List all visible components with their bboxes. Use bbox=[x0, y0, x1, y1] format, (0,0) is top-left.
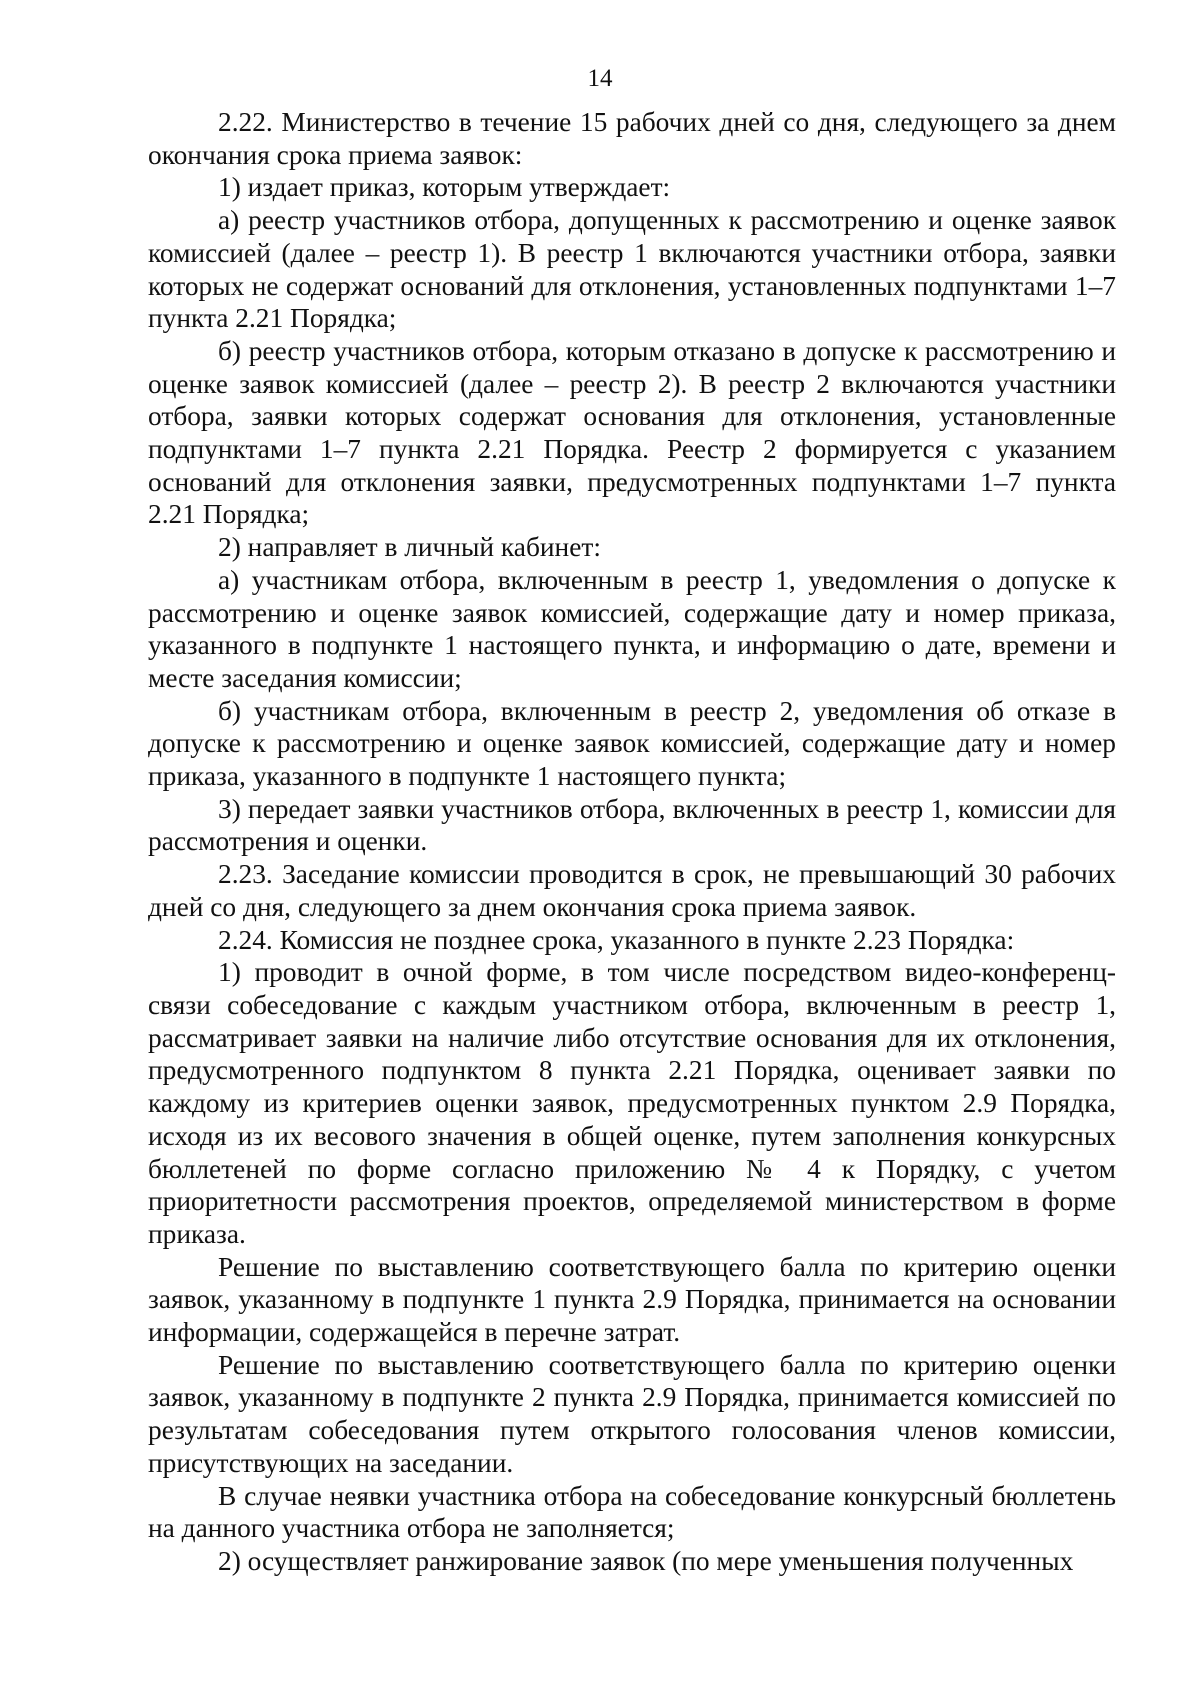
page-number: 14 bbox=[587, 65, 613, 92]
document-body bbox=[148, 106, 1116, 1578]
paragraph-2-24: 2.24. Комиссия не позднее срока, указанного в пункте 2.23 Порядка: bbox=[218, 924, 1015, 955]
paragraph-interview: 1) проводит в очной форме, в том числе посредством видео-конференц-связи собеседование с каждым участником отбора, включенным в реестр 1, рассматривает заявки на наличие либо отсутствие основания для их отклонения, предусмотренного подпунктом 8 пункта 2.21 Порядка, оценивает заявки по каждому из критериев оценки заявок, предусмотренных пунктом 2.9 Порядка, исходя из их весового значения в общей оценке, путем заполнения конкурсных бюллетеней по форме согласно приложению № 4 к Порядку, с учетом приоритетности рассмотрения проектов, определяемой министерством в форме приказа. bbox=[148, 957, 1116, 1249]
paragraph-issue-order: 1) издает приказ, которым утверждает: bbox=[218, 172, 671, 203]
paragraph-registry-1: а) реестр участников отбора, допущенных к рассмотрению и оценке заявок комиссией (далее – реестр 1). В реестр 1 включаются участники отбора, заявки которых не содержат оснований для отклонения, установленных подпунктами 1–7 пункта 2.21 Порядка; bbox=[148, 205, 1116, 334]
paragraph-ranking: 2) осуществляет ранжирование заявок (по мере уменьшения полученных bbox=[218, 1545, 1074, 1576]
paragraph-send-cabinet: 2) направляет в личный кабинет: bbox=[218, 532, 601, 563]
paragraph-score-criterion-1: Решение по выставлению соответствующего балла по критерию оценки заявок, указанному в подпункте 1 пункта 2.9 Порядка, принимается на основании информации, содержащейся в перечне затрат. bbox=[148, 1251, 1116, 1348]
paragraph-2-22: 2.22. Министерство в течение 15 рабочих дней со дня, следующего за днем окончания срока приема заявок: bbox=[148, 107, 1116, 170]
paragraph-notify-registry-1: а) участникам отбора, включенным в реестр 1, уведомления о допуске к рассмотрению и оценке заявок комиссией, содержащие дату и номер приказа, указанного в подпункте 1 настоящего пункта, и информацию о дате, времени и месте заседания комиссии; bbox=[148, 564, 1116, 693]
paragraph-registry-2: б) реестр участников отбора, которым отказано в допуске к рассмотрению и оценке заявок комиссией (далее – реестр 2). В реестр 2 включаются участники отбора, заявки которых содержат основания для отклонения, установленные подпунктами 1–7 пункта 2.21 Порядка. Реестр 2 формируется с указанием оснований для отклонения заявки, предусмотренных подпунктами 1–7 пункта 2.21 Порядка; bbox=[148, 335, 1116, 530]
paragraph-2-23: 2.23. Заседание комиссии проводится в срок, не превышающий 30 рабочих дней со дня, следующего за днем окончания срока приема заявок. bbox=[148, 859, 1116, 922]
paragraph-score-criterion-2: Решение по выставлению соответствующего балла по критерию оценки заявок, указанному в подпункте 2 пункта 2.9 Порядка, принимается комиссией по результатам собеседования путем открытого голосования членов комиссии, присутствующих на заседании. bbox=[148, 1349, 1116, 1478]
paragraph-transfer-applications: 3) передает заявки участников отбора, включенных в реестр 1, комиссии для рассмотрения и оценки. bbox=[148, 793, 1116, 857]
paragraph-notify-registry-2: б) участникам отбора, включенным в реестр 2, уведомления об отказе в допуске к рассмотрению и оценке заявок комиссией, содержащие дату и номер приказа, указанного в подпункте 1 настоящего пункта; bbox=[148, 695, 1116, 792]
paragraph-no-show: В случае неявки участника отбора на собеседование конкурсный бюллетень на данного участника отбора не заполняется; bbox=[148, 1480, 1116, 1544]
